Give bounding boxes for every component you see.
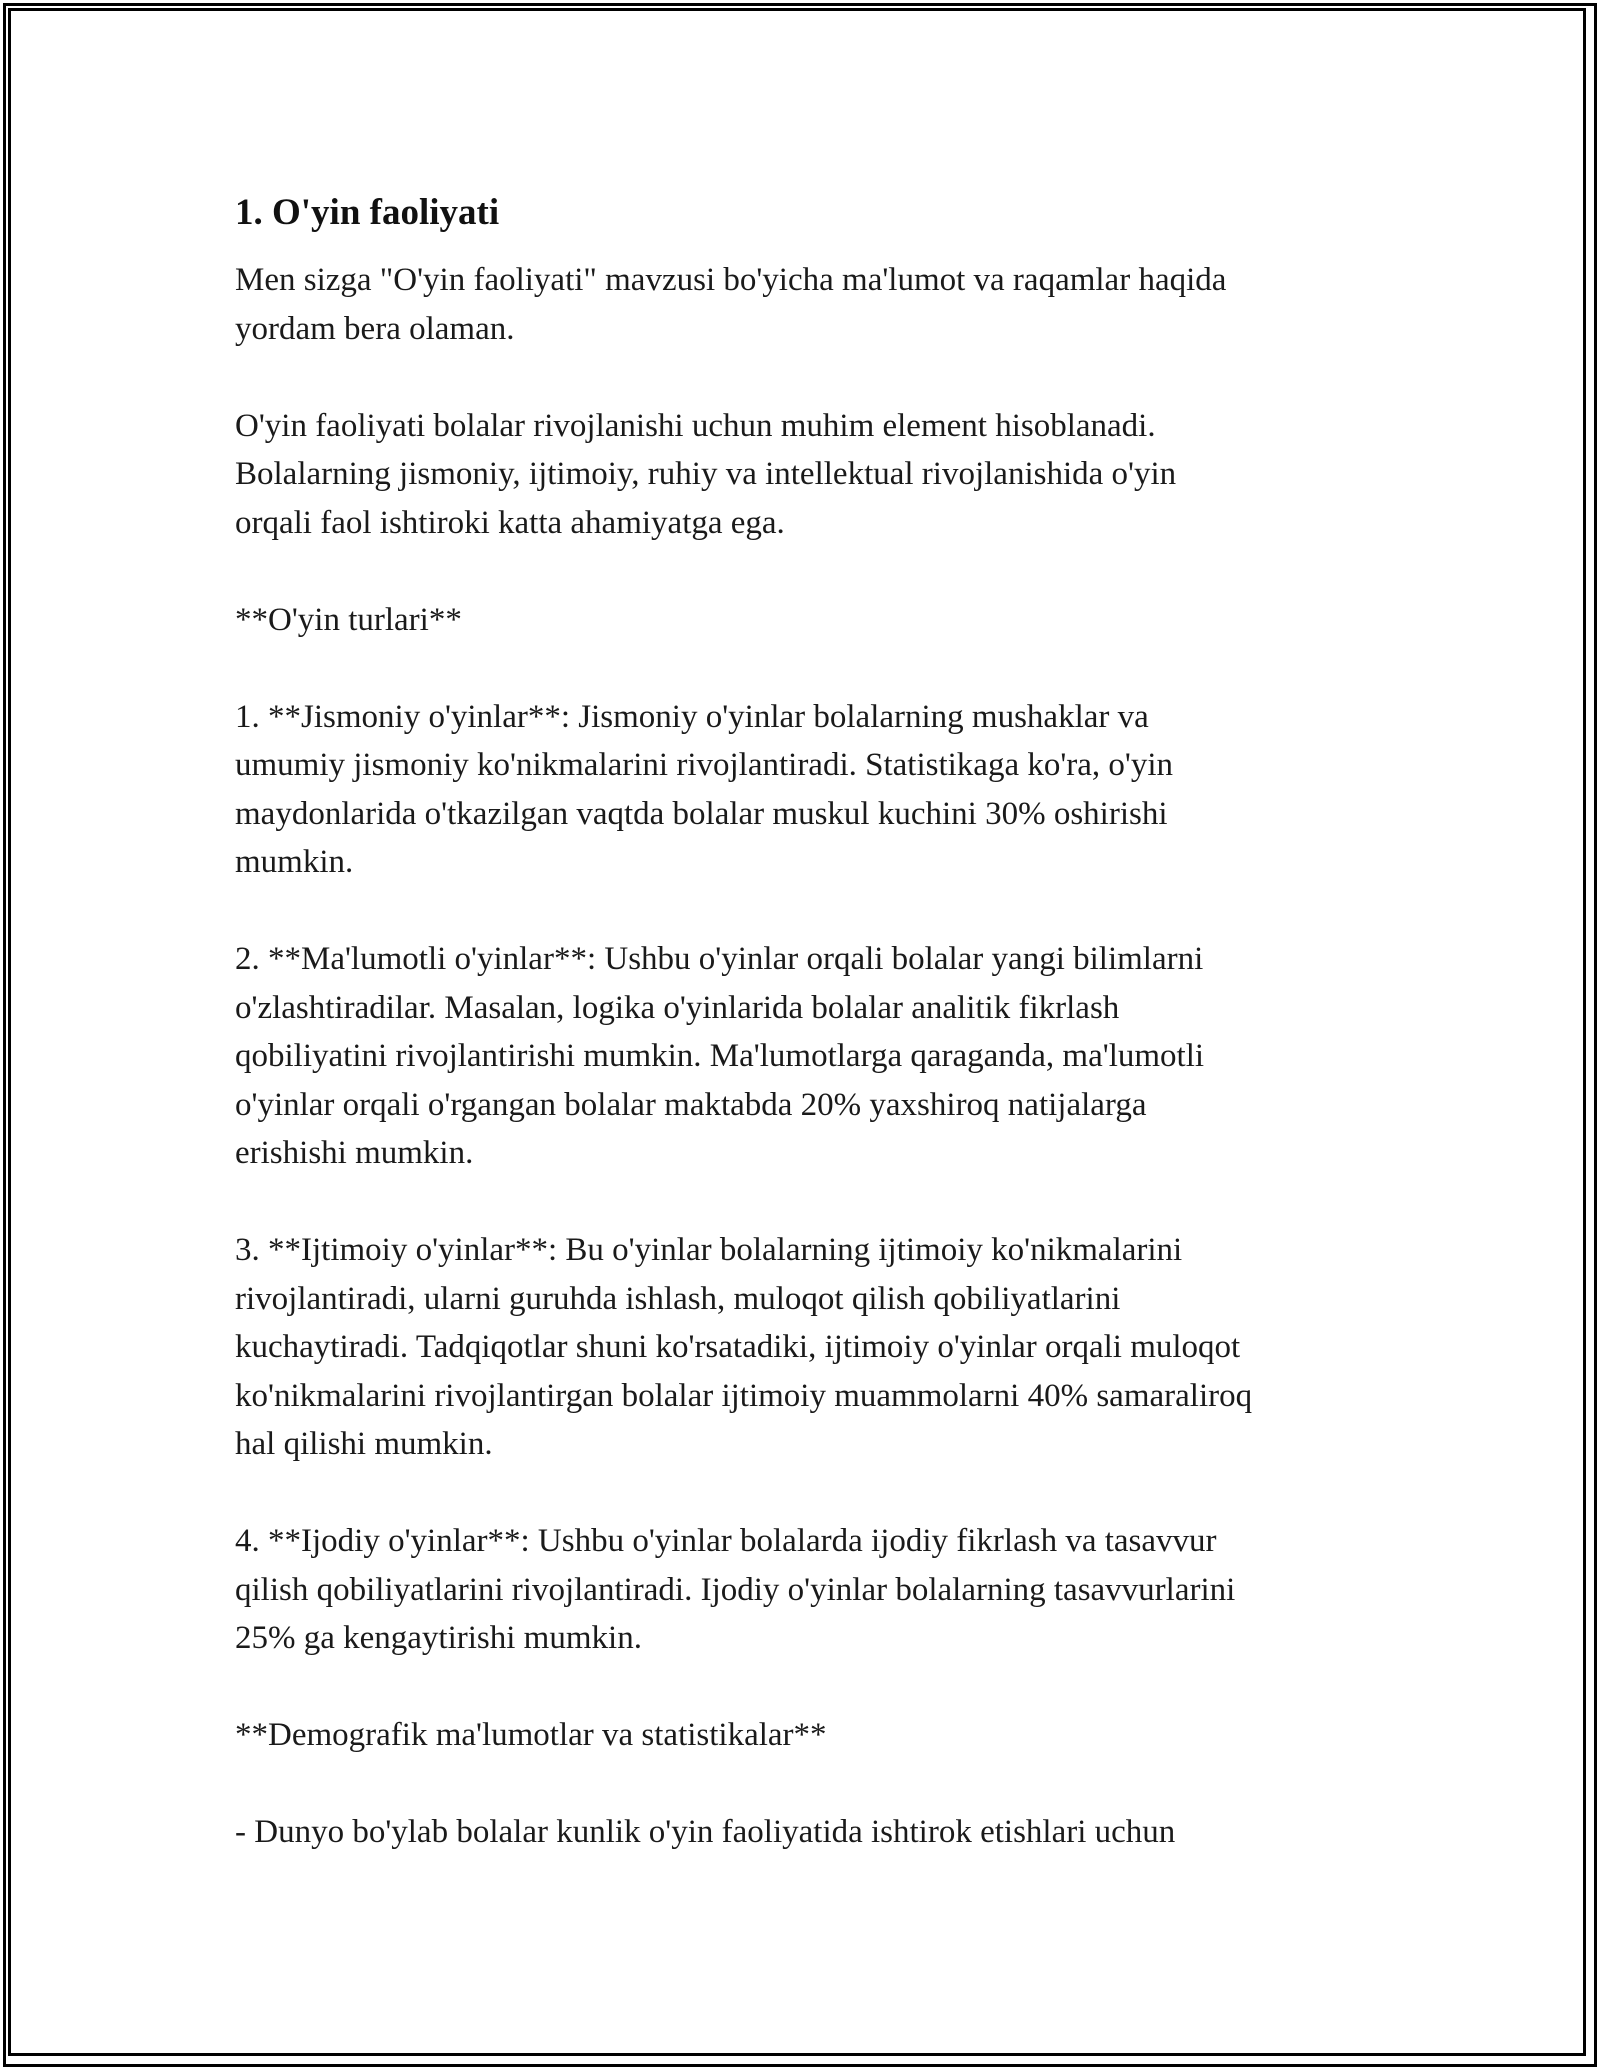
overview-paragraph: O'yin faoliyati bolalar rivojlanishi uchun muhim element hisoblanadi. Bolalarning jismoniy, ijtimoiy, ruhiy va intellektual rivojlanishida o'yin orqali faol ishtiroki katta ahamiyatga ega. — [235, 407, 1177, 541]
section-heading: 1. O'yin faoliyati — [235, 192, 500, 233]
intro-paragraph: Men sizga "O'yin faoliyati" mavzusi bo'yicha ma'lumot va raqamlar haqida yordam bera olaman. — [235, 262, 1227, 347]
list-item-physical-games: 1. **Jismoniy o'yinlar**: Jismoniy o'yinlar bolalarning mushaklar va umumiy jismoniy ko'nikmalarini rivojlantiradi. Statistikaga ko'ra, o'yin maydonlarida o'tkazilgan vaqtda bolalar muskul kuchini 30% oshirishi mumkin. — [235, 698, 1174, 880]
subheading-game-types: **O'yin turlari** — [235, 601, 462, 638]
list-item-educational-games: 2. **Ma'lumotli o'yinlar**: Ushbu o'yinlar orqali bolalar yangi bilimlarni o'zlashtiradilar. Masalan, logika o'yinlarida bolalar analitik fikrlash qobiliyatini rivojlantirishi mumkin. Ma'lumotlarga qaraganda, ma'lumotli o'yinlar orqali o'rgangan bolalar maktabda 20% yaxshiroq natijalarga erishishi mumkin. — [235, 941, 1205, 1171]
list-item-social-games: 3. **Ijtimoiy o'yinlar**: Bu o'yinlar bolalarning ijtimoiy ko'nikmalarini rivojlantiradi, ularni guruhda ishlash, muloqot qilish qobiliyatlarini kuchaytiradi. Tadqiqotlar shuni ko'rsatadiki, ijtimoiy o'yinlar orqali muloqot ko'nikmalarini rivojlantirgan bolalar ijtimoiy muammolarni 40% samaraliroq hal qilishi mumkin. — [235, 1232, 1253, 1462]
subheading-demographics: **Demografik ma'lumotlar va statistikalar** — [235, 1717, 827, 1753]
bullet-item-worldwide: - Dunyo bo'ylab bolalar kunlik o'yin faoliyatida ishtirok etishlari uchun — [235, 1814, 1176, 1850]
document-body — [235, 186, 1395, 1857]
list-item-creative-games: 4. **Ijodiy o'yinlar**: Ushbu o'yinlar bolalarda ijodiy fikrlash va tasavvur qilish qobiliyatlarini rivojlantiradi. Ijodiy o'yinlar bolalarning tasavvurlarini 25% ga kengaytirishi mumkin. — [235, 1523, 1236, 1656]
